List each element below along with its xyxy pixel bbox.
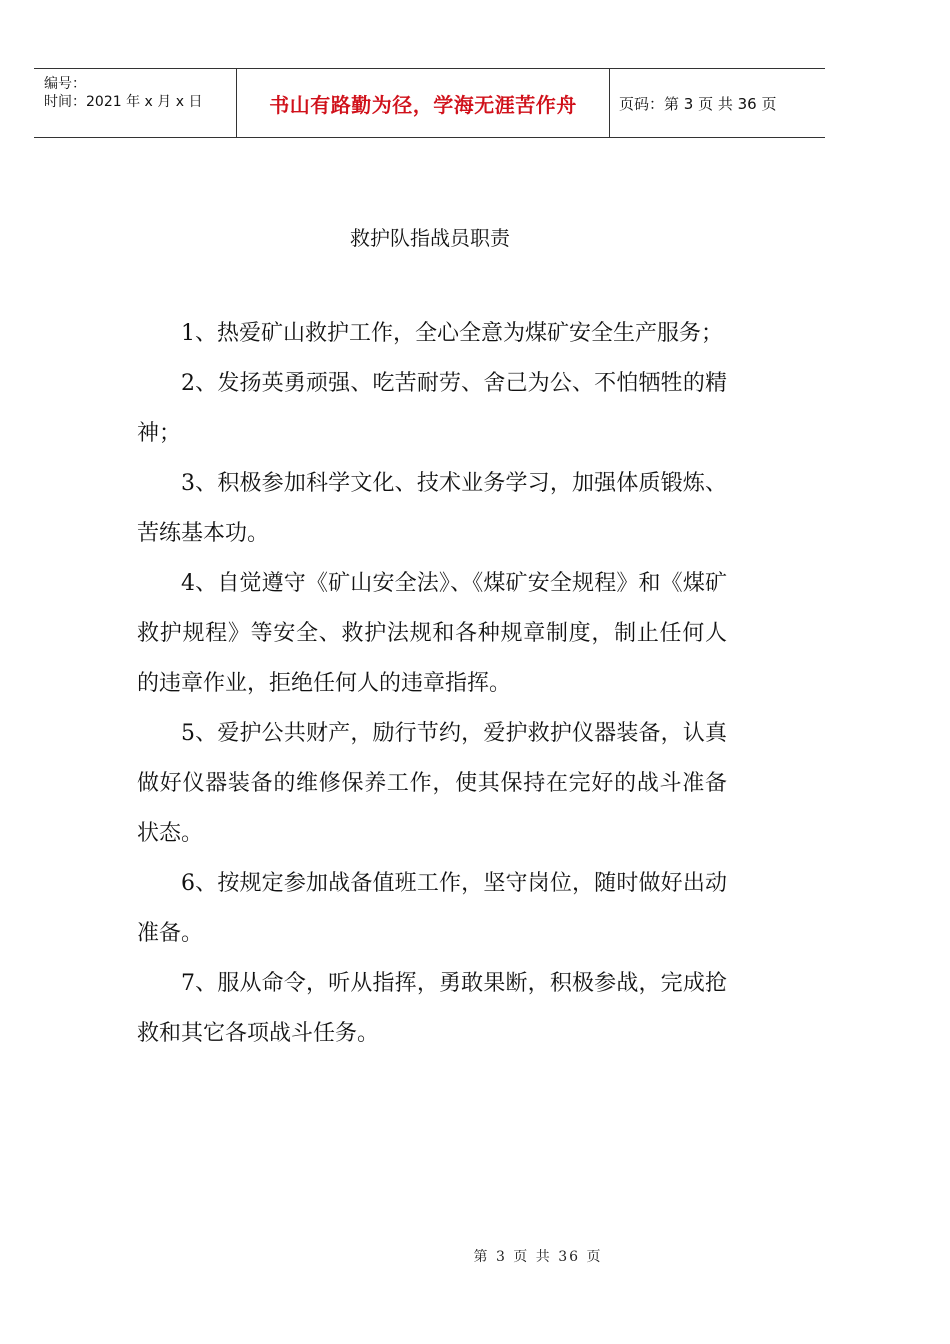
header-table bbox=[34, 68, 825, 138]
document-number-label: 编号： bbox=[44, 76, 86, 92]
header-meta-cell bbox=[34, 69, 236, 137]
duty-paragraph-2: 2、发扬英勇顽强、吃苦耐劳、舍己为公、不怕牺牲的精神； bbox=[137, 371, 727, 446]
document-time-label: 时间：2021 年 x 月 x 日 bbox=[44, 94, 203, 110]
duty-paragraph-4: 4、自觉遵守《矿山安全法》、《煤矿安全规程》和《煤矿救护规程》等安全、救护法规和各种规章制度，制止任何人的违章作业，拒绝任何人的违章指挥。 bbox=[137, 571, 727, 696]
duty-paragraph-5: 5、爱护公共财产，励行节约，爱护救护仪器装备，认真做好仪器装备的维修保养工作，使其保持在完好的战斗准备状态。 bbox=[137, 721, 727, 846]
duty-paragraph-6: 6、按规定参加战备值班工作，坚守岗位，随时做好出动准备。 bbox=[137, 871, 727, 946]
header-motto: 书山有路勤为径，学海无涯苦作舟 bbox=[269, 92, 577, 117]
duty-paragraph-3: 3、积极参加科学文化、技术业务学习，加强体质锻炼、苦练基本功。 bbox=[137, 471, 727, 546]
document-title: 救护队指战员职责 bbox=[350, 226, 510, 250]
duty-paragraph-7: 7、服从命令，听从指挥，勇敢果断，积极参战，完成抢救和其它各项战斗任务。 bbox=[137, 971, 727, 1046]
header-motto-cell bbox=[236, 69, 610, 137]
page-footer: 第 3 页 共 36 页 bbox=[473, 1249, 603, 1265]
document-body bbox=[137, 309, 727, 1059]
header-page-info: 页码：第 3 页 共 36 页 bbox=[619, 94, 777, 113]
header-page-cell bbox=[609, 69, 825, 137]
duty-paragraph-1: 1、热爱矿山救护工作，全心全意为煤矿安全生产服务； bbox=[181, 321, 723, 346]
